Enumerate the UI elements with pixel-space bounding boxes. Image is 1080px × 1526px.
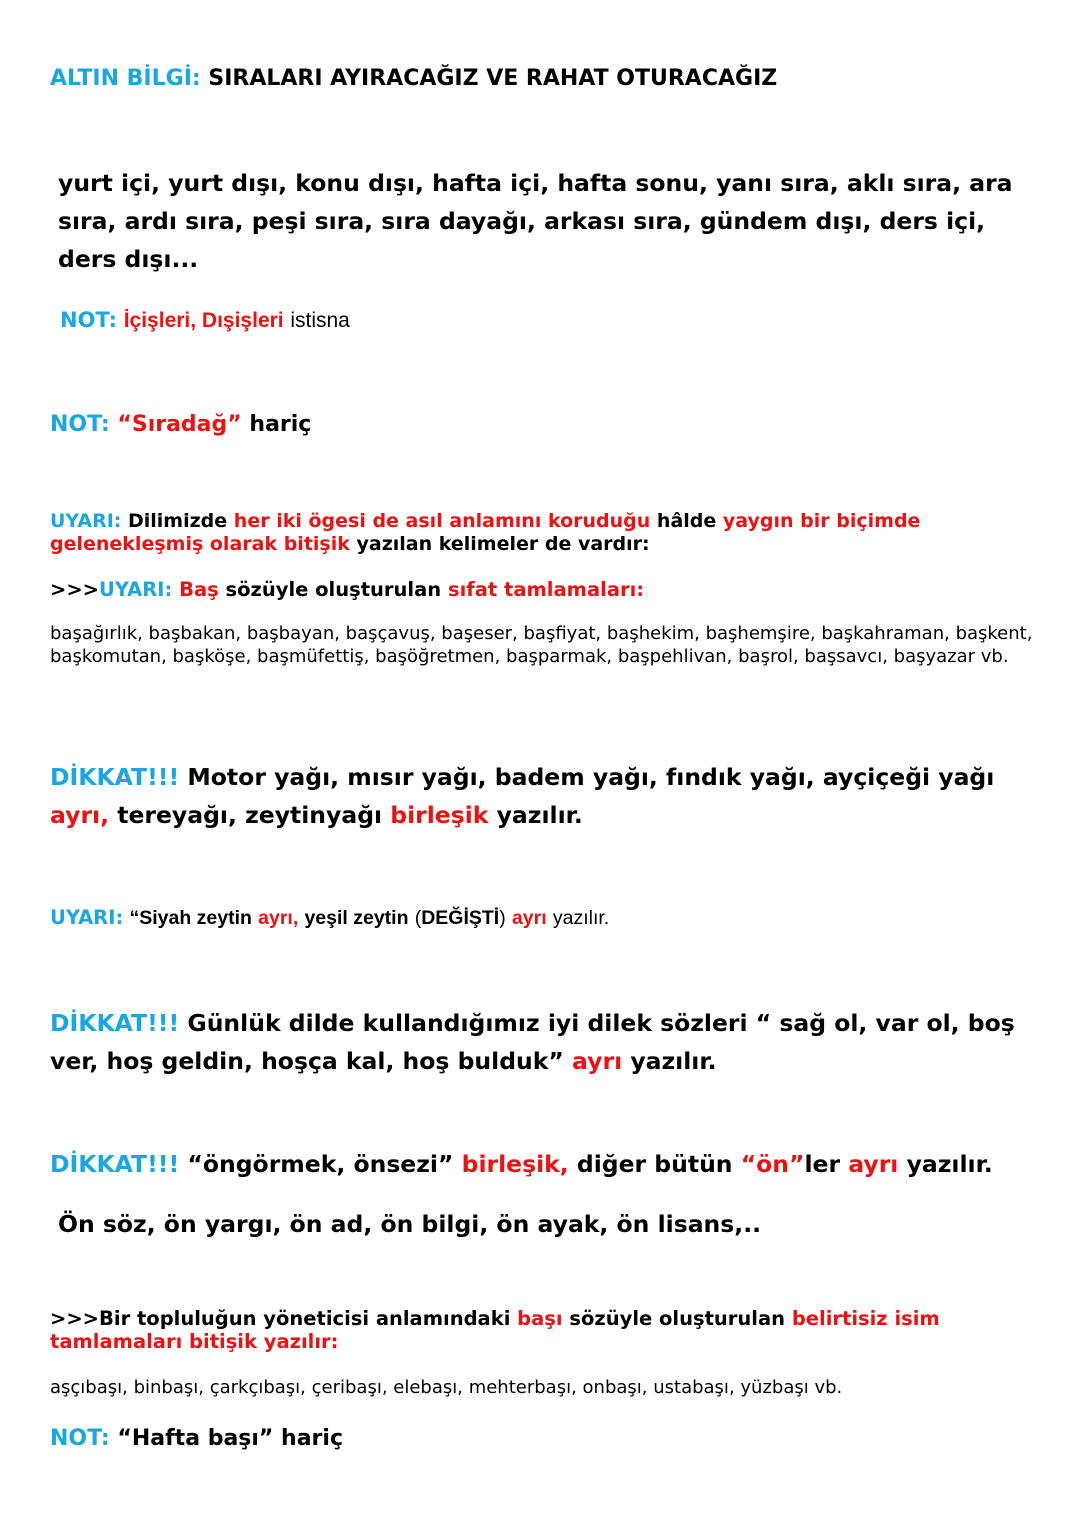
attention3-label: DİKKAT!!! [50, 1150, 180, 1178]
warning1-t4: yaygın bir biçimde gelenekleşmiş olarak bitişik [50, 510, 921, 555]
note-icisleri [60, 306, 1032, 335]
warning-bas [50, 577, 1032, 603]
warning3-t7: ayrı [511, 907, 547, 929]
warning3-label: UYARI: [50, 906, 124, 929]
warning3-t3: yeşil zeytin [304, 907, 409, 929]
note1-words: İçişleri, Dışişleri [123, 309, 284, 332]
warning2-t3: sıfat tamlamaları: [447, 578, 645, 601]
note3-text: “Hafta başı” hariç [117, 1426, 343, 1451]
attention1-label: DİKKAT!!! [50, 763, 180, 791]
warning2-t2: sözüyle oluşturulan [225, 578, 442, 601]
note2-label: NOT: [50, 412, 110, 437]
warning3-t1: “Siyah zeytin [129, 907, 252, 929]
warning2-t1: Baş [179, 578, 219, 601]
note-hafta-basi [50, 1424, 1032, 1454]
attention1-t2: ayrı, [50, 801, 110, 829]
attention2-label: DİKKAT!!! [50, 1009, 180, 1037]
attention3-t2: birleşik, [461, 1150, 569, 1178]
basi-examples: aşçıbaşı, binbaşı, çarkçıbaşı, çeribaşı, elebaşı, mehterbaşı, onbaşı, ustabaşı, yüzbaşı vb. [50, 1377, 843, 1398]
warning3-t5: DEĞİŞTİ [421, 907, 500, 929]
warning2-label: UYARI: [99, 578, 173, 601]
page-title [50, 64, 1032, 94]
rule-basi [50, 1307, 960, 1353]
warning1-label: UYARI: [50, 510, 122, 532]
title-label: ALTIN BİLGİ: [50, 66, 201, 91]
attention3-t6: ayrı [848, 1150, 899, 1178]
note1-label: NOT: [60, 308, 118, 332]
attention1-t4: birleşik [390, 801, 489, 829]
attention2-t2: ayrı [572, 1047, 623, 1075]
attention-on [50, 1146, 1032, 1182]
warning1-t3: hâlde [656, 510, 717, 532]
note3-label: NOT: [50, 1426, 110, 1451]
warning2-prefix: >>> [50, 578, 100, 601]
note2-word: “Sıradağ” [117, 412, 242, 437]
compounds-separate-paragraph: yurt içi, yurt dışı, konu dışı, hafta içi, hafta sonu, yanı sıra, aklı sıra, ara sıra, ardı sıra, peşi sıra, sıra dayağı, arkası sıra, gündem dışı, ders içi, ders dışı... [58, 169, 1013, 273]
warning1-t2: her iki ögesi de asıl anlamını koruduğu [233, 510, 651, 532]
warning3-t4: ( [414, 907, 422, 929]
rule-basi-t4: belirtisiz isim tamlamaları bitişik yazılır: [50, 1307, 940, 1353]
attention3-t7: yazılır. [906, 1150, 993, 1178]
warning3-t2: ayrı, [258, 907, 299, 929]
attention3-t1: “öngörmek, önsezi” [187, 1150, 454, 1178]
note-siradag [50, 410, 1032, 440]
bas-examples: başağırlık, başbakan, başbayan, başçavuş, başeser, başfiyat, başhekim, başhemşire, başkahraman, başkent, başkomutan, başköşe, başmüfettiş, başöğretmen, başparmak, başpehlivan, başrol, başsavcı, başyazar vb. [50, 623, 1033, 667]
attention1-t5: yazılır. [496, 801, 583, 829]
attention1-t1: Motor yağı, mısır yağı, badem yağı, fındık yağı, ayçiçeği yağı [187, 763, 995, 791]
warning-zeytin [50, 904, 1032, 932]
attention3-t4: “ön” [740, 1150, 805, 1178]
attention-yag [50, 758, 1032, 834]
attention3-t3: diğer bütün [576, 1150, 733, 1178]
rule-basi-t2: başı [517, 1307, 563, 1330]
warning1-t5: yazılan kelimeler de vardır: [356, 533, 650, 555]
warning1-t1: Dilimizde [128, 510, 228, 532]
attention2-t3: yazılır. [630, 1047, 717, 1075]
title-text: SIRALARI AYIRACAĞIZ VE RAHAT OTURACAĞIZ [208, 66, 778, 91]
warning-bitisik [50, 510, 1020, 556]
rule-basi-t3: sözüyle oluşturulan [569, 1307, 786, 1330]
attention3-t5: ler [804, 1150, 841, 1178]
note1-rest: istisna [290, 309, 350, 332]
attention1-t3: tereyağı, zeytinyağı [117, 801, 383, 829]
note2-rest: hariç [249, 412, 312, 437]
attention2-t1: Günlük dilde kullandığımız iyi dilek sözleri “ sağ ol, var ol, boş ver, hoş geldin, hoşça kal, hoş bulduk” [50, 1009, 1015, 1075]
attention-dilek [50, 1004, 1032, 1080]
warning3-t6: ) [499, 907, 506, 929]
on-examples: Ön söz, ön yargı, ön ad, ön bilgi, ön ayak, ön lisans,.. [58, 1210, 762, 1238]
warning3-t8: yazılır. [552, 907, 610, 929]
rule-basi-t1: >>>Bir topluluğun yöneticisi anlamındaki [50, 1307, 511, 1330]
